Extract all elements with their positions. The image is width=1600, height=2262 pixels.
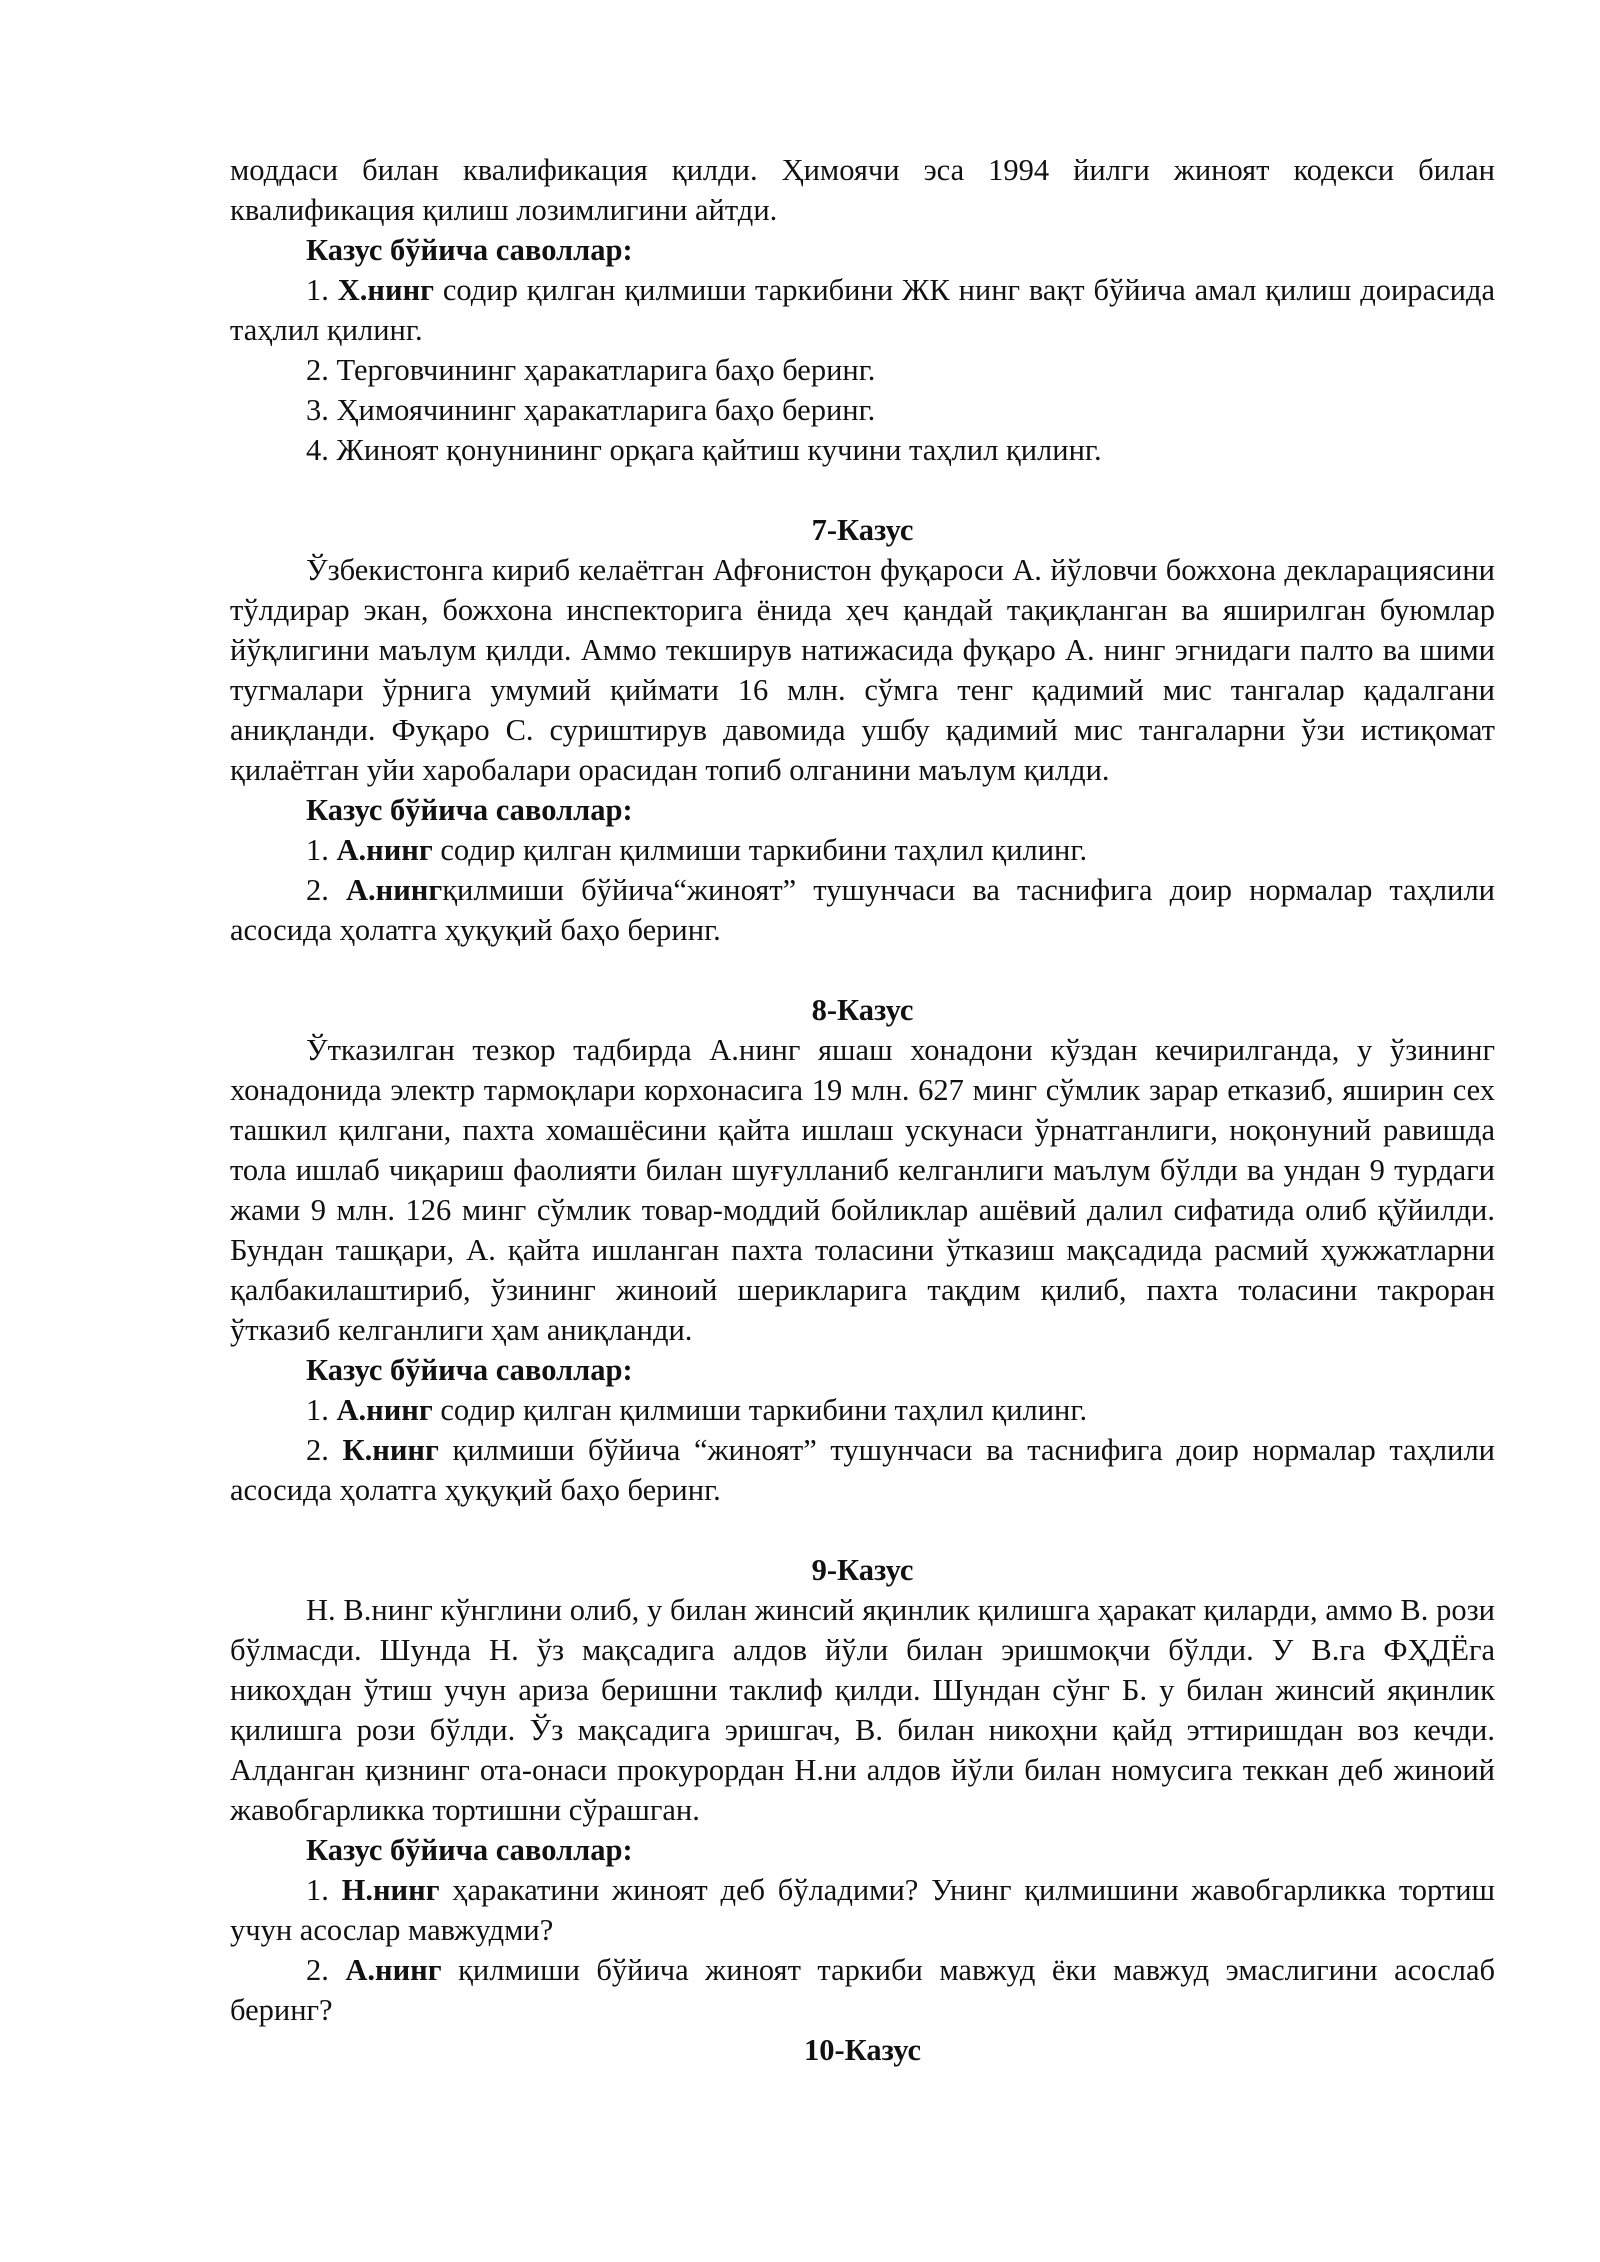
question-item: 1. Х.нинг содир қилган қилмиши таркибини ЖК нинг вақт бўйича амал қилиш доирасида таҳлил қилинг.: [230, 273, 1496, 347]
question-subject: А.нинг: [336, 833, 433, 867]
question-subject: Н.нинг: [341, 1873, 440, 1907]
question-subject: К.нинг: [342, 1433, 439, 1467]
questions-heading: Казус бўйича саволлар:: [306, 1353, 633, 1387]
question-item: 2. Терговчининг ҳаракатларига баҳо беринг.: [306, 353, 876, 387]
document-page: [230, 150, 1495, 2070]
questions-heading: Казус бўйича саволлар:: [306, 793, 633, 827]
question-item: 1. Н.нинг ҳаракатини жиноят деб бўладими? Унинг қилмишини жавобгарликка тортиш учун асослар мавжудми?: [230, 1873, 1496, 1947]
case-title: 7-Казус: [811, 513, 914, 547]
case-body: Ўтказилган тезкор тадбирда А.нинг яшаш хонадони кўздан кечирилганда, у ўзининг хонадонида электр тармоқлари корхонасига 19 млн. 627 минг сўмлик зарар етказиб, яширин сех ташкил қилгани, пахта хомашёсини қайта ишлаш ускунаси ўрнатганлиги, ноқонуний равишда тола ишлаб чиқариш фаолияти билан шуғулланиб келганлиги маълум бўлди ва ундан 9 турдаги жами 9 млн. 126 минг сўмлик товар-моддий бойликлар ашёвий далил сифатида олиб қўйилди. Бундан ташқари, А. қайта ишланган пахта толасини ўтказиш мақсадида расмий ҳужжатларни қалбакилаштириб, ўзининг жиноий шерикларига тақдим қилиб, пахта толасини такроран ўтказиб келганлиги ҳам аниқланди.: [230, 1033, 1495, 1347]
questions-heading: Казус бўйича саволлар:: [306, 1833, 633, 1867]
question-item: 3. Ҳимоячининг ҳаракатларига баҳо беринг.: [306, 393, 876, 427]
question-subject: А.нинг: [345, 1953, 442, 1987]
question-item: 1. А.нинг содир қилган қилмиши таркибини таҳлил қилинг.: [306, 1393, 1088, 1427]
case-title: 9-Казус: [811, 1553, 914, 1587]
question-item: 2. А.нингқилмиши бўйича“жиноят” тушунчаси ва таснифига доир нормалар таҳлили асосида ҳолатга ҳуқуқий баҳо беринг.: [230, 873, 1495, 947]
questions-heading: Казус бўйича саволлар:: [306, 233, 633, 267]
question-subject: А.нинг: [336, 1393, 433, 1427]
case-body: Ўзбекистонга кириб келаётган Афғонистон фуқароси А. йўловчи божхона декларациясини тўлдирар экан, божхона инспекторига ёнида ҳеч қандай тақиқланган ва яширилган буюмлар йўқлигини маълум қилди. Аммо текширув натижасида фуқаро А. нинг эгнидаги палто ва шими тугмалари ўрнига умумий қиймати 16 млн. сўмга тенг қадимий мис тангалар қадалгани аниқланди. Фуқаро С. суриштирув давомида ушбу қадимий мис тангаларни ўзи истиқомат қилаётган уйи харобалари орасидан топиб олганини маълум қилди.: [230, 553, 1495, 787]
question-subject: Х.нинг: [337, 273, 434, 307]
case-body: Н. В.нинг кўнглини олиб, у билан жинсий яқинлик қилишга ҳаракат қиларди, аммо В. рози бўлмасди. Шунда Н. ўз мақсадига алдов йўли билан эришмоқчи бўлди. У В.га ФҲДЁга никоҳдан ўтиш учун ариза беришни таклиф қилди. Шундан сўнг Б. у билан жинсий яқинлик қилишга рози бўлди. Ўз мақсадига эришгач, В. билан никоҳни қайд эттиришдан воз кечди. Алданган қизнинг ота-онаси прокурордан Н.ни алдов йўли билан номусига теккан деб жиноий жавобгарликка тортишни сўрашган.: [230, 1593, 1495, 1827]
question-item: 1. А.нинг содир қилган қилмиши таркибини таҳлил қилинг.: [306, 833, 1088, 867]
question-item: 2. А.нинг қилмиши бўйича жиноят таркиби мавжуд ёки мавжуд эмаслигини асослаб беринг?: [230, 1953, 1496, 2027]
case-title: 10-Казус: [803, 2033, 922, 2067]
question-subject: А.нинг: [345, 873, 443, 907]
question-item: 2. К.нинг қилмиши бўйича “жиноят” тушунчаси ва таснифига доир нормалар таҳлили асосида ҳолатга ҳуқуқий баҳо беринг.: [230, 1433, 1496, 1507]
case-title: 8-Казус: [811, 993, 914, 1027]
question-item: 4. Жиноят қонунининг орқага қайтиш кучини таҳлил қилинг.: [306, 433, 1102, 467]
intro-paragraph: моддаси билан квалификация қилди. Ҳимоячи эса 1994 йилги жиноят кодекси билан квалификация қилиш лозимлигини айтди.: [230, 153, 1495, 227]
